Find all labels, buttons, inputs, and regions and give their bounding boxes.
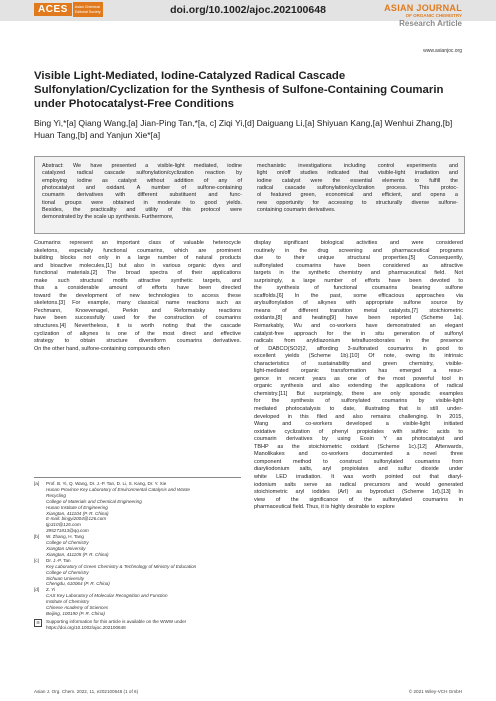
affiliation-entry — [34, 534, 241, 558]
abstract-line: photocatalyst and oxidant. A number of sulfone-containing — [42, 185, 242, 192]
body-line: building blocks not only in a large number of natural products — [34, 255, 241, 262]
affiliation-line: Hunan Institute of Engineering — [46, 504, 108, 510]
body-line: On the other hand, sulfone-containing compounds often — [34, 345, 170, 352]
body-line: means of different transition metal catalysts,[7] stoichiometric — [254, 307, 463, 314]
affiliation-line: Beijing, 100190 (P. R. China) — [46, 610, 105, 616]
body-line: sulfonylated coumarins have been considered as attractive — [254, 262, 463, 269]
body-line: light-mediated organic transformation has emerged a resur- — [254, 368, 463, 375]
affiliation-line: Sichuan University — [46, 575, 85, 581]
body-line: radicals from aryldiazonium tetrafluoroborates in the presence — [254, 338, 463, 345]
body-line: excellent yields (Scheme 1b).[10] Of note, owing its intrinsic — [254, 353, 463, 360]
journal-website[interactable]: www.asianjoc.org — [423, 48, 462, 54]
article-type: Research Article — [399, 19, 462, 28]
body-line: view of the significance of the sulfonylated coumarins in — [254, 496, 463, 503]
body-line: pharmaceutical field. Thus, it is highly desirable to explore — [254, 504, 395, 511]
body-line: developed in this filed and also remains challenging. In 2015, — [254, 413, 463, 420]
body-line: for the synthesis of sulfonylated coumarins by visible-light — [254, 398, 463, 405]
body-line: cyclization of alkynes is one of the most direct and effective — [34, 330, 241, 337]
abstract-line: catalyzed radical cascade sulfonylation/cyclization reaction by — [42, 170, 242, 177]
publisher-logo-subtitle: Asian Chemical Editorial Society — [73, 2, 103, 17]
body-line: stoichiometric aryl iodides (ArI) as byproduct (Scheme 1d).[13] In — [254, 489, 463, 496]
body-line: the synthesis of functional coumarins bearing sulfone — [254, 285, 463, 292]
body-line: iodonium salts serve as radical precursors and would generated — [254, 481, 463, 488]
body-text-right-column — [254, 240, 463, 512]
body-line: structures.[4] Nevertheless, it is worth noting that the cascade — [34, 323, 241, 330]
affiliation-line: Chinese Academy of Sciences — [46, 605, 109, 611]
abstract-line: employing iodine as catalyst without addition of any of — [42, 177, 242, 184]
body-line: surprisingly, a large number of efforts have been devoted to — [254, 277, 463, 284]
affiliation-line: College of Chemistry — [46, 569, 89, 575]
abstract-line: mechanistic investigations including control experiments and — [257, 163, 458, 169]
article-doi[interactable]: doi.org/10.1002/ajoc.202100648 — [170, 4, 326, 16]
body-line: scaffolds.[6] In the past, some efficacious approaches via — [254, 292, 463, 299]
body-line: diaryliodonium salts, aryl propiolates and sulfur dioxide under — [254, 466, 463, 473]
affiliation-line: Z. Yi — [46, 587, 56, 593]
document-icon: ☰ — [34, 619, 42, 627]
affiliation-line: Dr. J.-P. Tan — [46, 557, 71, 563]
body-text-left-column — [34, 240, 241, 353]
affiliation-line: Key Laboratory of Green Chemistry & Technology of Ministry of Education — [46, 563, 197, 569]
body-line: Coumarins represent an important class of valuable heterocycle — [34, 240, 241, 246]
body-line: arylsulfonylation of alkynes with appropriate sulfone source by — [254, 300, 463, 307]
body-line: characteristics of sustainability and green chemistry, visible- — [254, 360, 463, 367]
body-line: toward the development of new technologies to access these — [34, 292, 241, 299]
abstract-box — [34, 156, 465, 234]
affiliation-key: [b] — [34, 534, 40, 540]
publisher-logo-text: ACES — [34, 3, 72, 16]
affiliation-line: Chengdu, 610064 (P. R. China) — [46, 581, 110, 587]
body-line: coumarin derivatives by using Eosin Y as photocatalyst and — [254, 436, 463, 443]
affiliation-line: Institute of Chemistry — [46, 599, 90, 605]
body-line: organic synthesis and also extending the applications of radical — [254, 383, 463, 390]
abstract-line: containing coumarin derivatives. — [257, 207, 336, 214]
affiliation-line: Xiangtan University — [46, 545, 86, 551]
abstract-line: light on/off studies indicated that visible-light irradiation and — [257, 170, 458, 177]
abstract-line: demonstrated by the scale up synthesis. Furthermore, — [42, 214, 174, 221]
body-line: make such structural motifs attractive synthetic targets, and — [34, 277, 241, 284]
body-line: white LED irradiation. It was worth pointed out that diaryl- — [254, 473, 463, 480]
body-line: oxidants,[8] and heating[9] have been reported (Scheme 1a). — [254, 315, 463, 322]
body-line: routinely in the drug screening and pharmaceutical programs — [254, 247, 463, 254]
body-line: targets in the synthetic chemistry and pharmaceutical field. Not — [254, 270, 463, 277]
body-line: TBHP as the stoichiometric oxidant (Scheme 1c).[12] Afterwards, — [254, 443, 463, 450]
body-line: Wang and co-workers developed a visible-light initiated — [254, 421, 463, 428]
body-line: functional materials.[2] The broad spectra of their applications — [34, 270, 241, 277]
body-line: chemistry.[11] But surprisingly, there are only sporadic examples — [254, 390, 463, 397]
affiliation-key: [c] — [34, 557, 39, 563]
supporting-info-text: Supporting information for this article is available on the WWW under — [46, 618, 187, 624]
abstract-line: ol featured green, economical and efficient, and opens a — [257, 192, 458, 199]
body-line: have been successfully used for the construction of coumarins — [34, 315, 241, 322]
affiliation-line: College of Materials and Chemical Engineering — [46, 498, 142, 504]
abstract-line: Abstract: We have presented a visible-light mediated, iodine — [42, 163, 242, 169]
affiliations-footnote — [34, 477, 241, 631]
body-line: Pechmann, Knoevenagel, Perkin and Reformatsky reactions — [34, 307, 241, 314]
body-line: strategy to obtain structure diversiform coumarins derivatives. — [34, 338, 241, 345]
affiliation-entry — [34, 587, 241, 617]
affiliation-line: College of Chemistry — [46, 540, 89, 546]
journal-name-line1: ASIAN JOURNAL — [384, 3, 462, 13]
affiliation-line: E-mail: bingyi2004@126.com — [46, 516, 107, 522]
body-line: display significant biological activities and were considered — [254, 240, 463, 246]
affiliation-line: tjp310@126.com — [46, 522, 81, 528]
abstract-line: coumarin derivatives with different substituent and func- — [42, 192, 242, 199]
abstract-line: tional groups were obtained in moderate to good yields. — [42, 199, 242, 206]
body-line: Remarkably, Wu and co-workers have demonstrated an elegant — [254, 323, 463, 330]
supporting-info-note — [34, 619, 241, 631]
affiliation-entry — [34, 481, 241, 534]
affiliation-entry — [34, 558, 241, 588]
body-line: gence in recent years as one of the most powerful tool in — [254, 375, 463, 382]
journal-brand — [384, 4, 462, 28]
abstract-right-column — [257, 163, 458, 214]
affiliation-line: 395271813@qq.com — [46, 528, 89, 534]
footer-citation: Asian J. Org. Chem. 2022, 11, e202100648 (1 of 6) — [34, 689, 139, 694]
footer-copyright: © 2021 Wiley-VCH GmbH — [408, 689, 462, 694]
body-line: thus a considerable amount of efforts have been directed — [34, 285, 241, 292]
body-line: component method to construct sulfonylated coumarins from — [254, 458, 463, 465]
affiliation-key: [a] — [34, 481, 40, 486]
abstract-line: radical cascade sulfonylation/cyclization process. This protoc- — [257, 185, 458, 192]
body-line: mediated photocatalysis to date, illustrating that is still under- — [254, 406, 463, 413]
abstract-line: new opportunity for accessing to structurally diverse sulfone- — [257, 199, 458, 206]
body-line: oxidative cyclization of phenyl propiolates with sulfinic acids to — [254, 428, 463, 435]
author-list: Bing Yi,*[a] Qiang Wang,[a] Jian-Ping Tan,*[a, c] Ziqi Yi,[d] Daiguang Li,[a] Shiyuan Kang,[a] Wenhui Zhang,[b] Huan Tang,[b] and Yanjun Xie*[a] — [34, 118, 453, 140]
abstract-left-column — [42, 163, 242, 222]
body-line: due to their unique structural properties.[5] Consequently, — [254, 255, 463, 262]
body-line: Manolikakes and co-workers documented a novel three — [254, 451, 463, 458]
abstract-line: Besides, the practicality and utility of this protocol were — [42, 207, 242, 214]
body-line: of DABCO(SO2)2, affording 3-sulfonated coumarins in good to — [254, 345, 463, 352]
supporting-info-link[interactable]: https://doi.org/10.1002/ajoc.202100648 — [46, 624, 126, 630]
affiliation-line: W. Zhang, H. Tang — [46, 534, 84, 540]
body-line: catalyst-free approach for the in situ generation of sulfonyl — [254, 330, 463, 337]
body-line: and bioactive molecules,[1] but also in various organic dyes and — [34, 262, 241, 269]
abstract-line: iodine catalyst were the essential elements to fulfill the — [257, 177, 458, 184]
body-line: skeletons.[3] For example, many classical name reactions such as — [34, 300, 241, 307]
affiliation-line: Prof. B. Yi, Q. Wang, Dr. J.-P. Tan, D. Li, S. Kang, Dr. Y. Xie — [46, 481, 167, 486]
affiliation-line: Xiangtan, 411105 (P. R. China) — [46, 551, 109, 557]
affiliation-line: Xiangtan, 411104 (P. R. China) — [46, 510, 109, 516]
body-line: skeletons, especially functional coumarins, which are prominent — [34, 247, 241, 254]
affiliation-key: [d] — [34, 587, 40, 593]
journal-name-line2: OF ORGANIC CHEMISTRY — [405, 13, 462, 18]
affiliation-line: CAS Key Laboratory of Molecular Recognition and Function — [46, 593, 168, 599]
affiliation-line: Recycling — [46, 492, 66, 498]
article-title: Visible Light-Mediated, Iodine-Catalyzed Radical Cascade Sulfonylation/Cyclization for the Synthesis of Sulfone-Containing Coumarin under Photocatalyst-Free Conditions — [34, 70, 444, 110]
affiliation-line: Hunan Province Key Laboratory of Environmental Catalysis and Waste — [46, 486, 190, 492]
